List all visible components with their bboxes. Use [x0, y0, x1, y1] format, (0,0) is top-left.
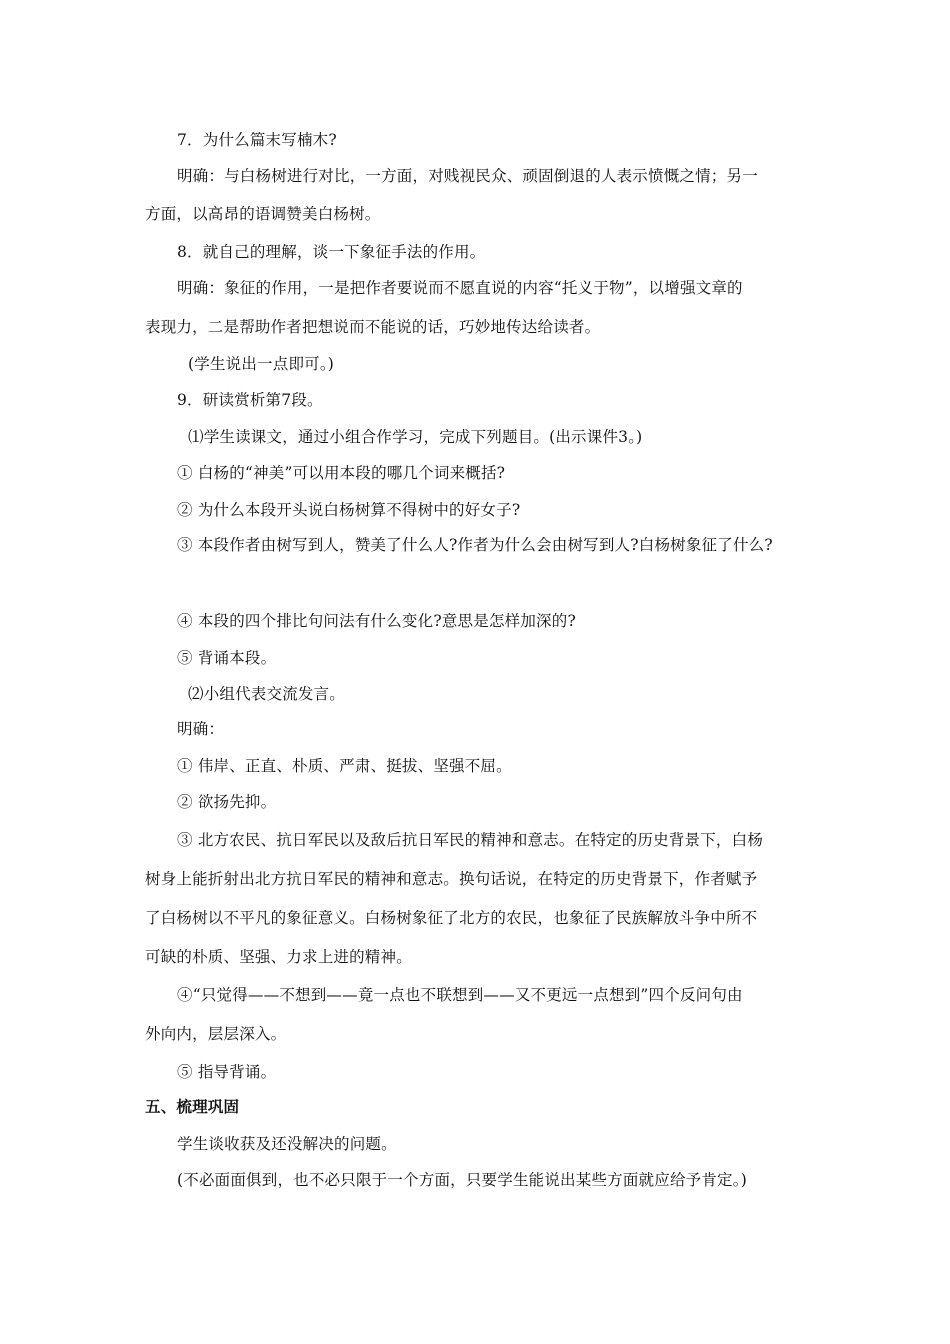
question-9-item-5: ⑤ 背诵本段。 — [177, 649, 277, 667]
answer-7-line-1: 明确：与白杨树进行对比，一方面，对贱视民众、顽固倒退的人表示愤慨之情；另一 — [177, 167, 758, 185]
question-9: 9．研读赏析第7段。 — [177, 391, 323, 409]
question-9-item-4: ④ 本段的四个排比句问法有什么变化?意思是怎样加深的? — [177, 612, 576, 630]
answer-8-line-1: 明确：象征的作用，一是把作者要说而不愿直说的内容“托义于物”，以增强文章的 — [177, 279, 743, 297]
answer-9-item-3-line-2: 树身上能折射出北方抗日军民的精神和意志。换句话说，在特定的历史背景下，作者赋予 — [145, 870, 758, 888]
question-8: 8．就自己的理解，谈一下象征手法的作用。 — [177, 243, 486, 261]
answer-9-item-1: ① 伟岸、正直、朴质、严肃、挺拔、坚强不屈。 — [177, 757, 512, 775]
answer-9-label: 明确： — [177, 720, 225, 738]
answer-9-item-4-line-1: ④“只觉得——不想到——竟一点也不联想到——又不更远一点想到”四个反问句由 — [177, 986, 743, 1004]
question-9-item-3: ③ 本段作者由树写到人，赞美了什么人?作者为什么会由树写到人?白杨树象征了什么? — [177, 536, 773, 554]
question-9-item-1: ① 白杨的“神美”可以用本段的哪几个词来概括? — [177, 464, 506, 482]
section-heading-5: 五、梳理巩固 — [145, 1098, 240, 1116]
section-5-line-2: (不必面面俱到，也不必只限于一个方面，只要学生能说出某些方面就应给予肯定。) — [177, 1171, 747, 1189]
answer-7-line-2: 方面，以高昂的语调赞美白杨树。 — [145, 205, 381, 223]
answer-9-item-3-line-4: 可缺的朴质、坚强、力求上进的精神。 — [145, 948, 412, 966]
question-9-part-2: ⑵小组代表交流发言。 — [188, 685, 346, 703]
section-5-line-1: 学生谈收获及还没解决的问题。 — [177, 1135, 397, 1153]
answer-9-item-3-line-3: 了白杨树以不平凡的象征意义。白杨树象征了北方的农民，也象征了民族解放斗争中所不 — [145, 909, 758, 927]
answer-8-line-2: 表现力，二是帮助作者把想说而不能说的话，巧妙地传达给读者。 — [145, 318, 601, 336]
question-7: 7．为什么篇末写楠木? — [177, 131, 337, 149]
answer-9-item-2: ② 欲扬先抑。 — [177, 793, 277, 811]
answer-9-item-4-line-2: 外向内，层层深入。 — [145, 1025, 287, 1043]
question-9-part-1: ⑴学生读课文，通过小组合作学习，完成下列题目。(出示课件3。) — [188, 428, 643, 446]
answer-8-note: (学生说出一点即可。) — [188, 355, 335, 373]
answer-9-item-3-line-1: ③ 北方农民、抗日军民以及敌后抗日军民的精神和意志。在特定的历史背景下，白杨 — [177, 831, 764, 849]
question-9-item-2: ② 为什么本段开头说白杨树算不得树中的好女子? — [177, 501, 521, 519]
answer-9-item-5: ⑤ 指导背诵。 — [177, 1063, 277, 1081]
